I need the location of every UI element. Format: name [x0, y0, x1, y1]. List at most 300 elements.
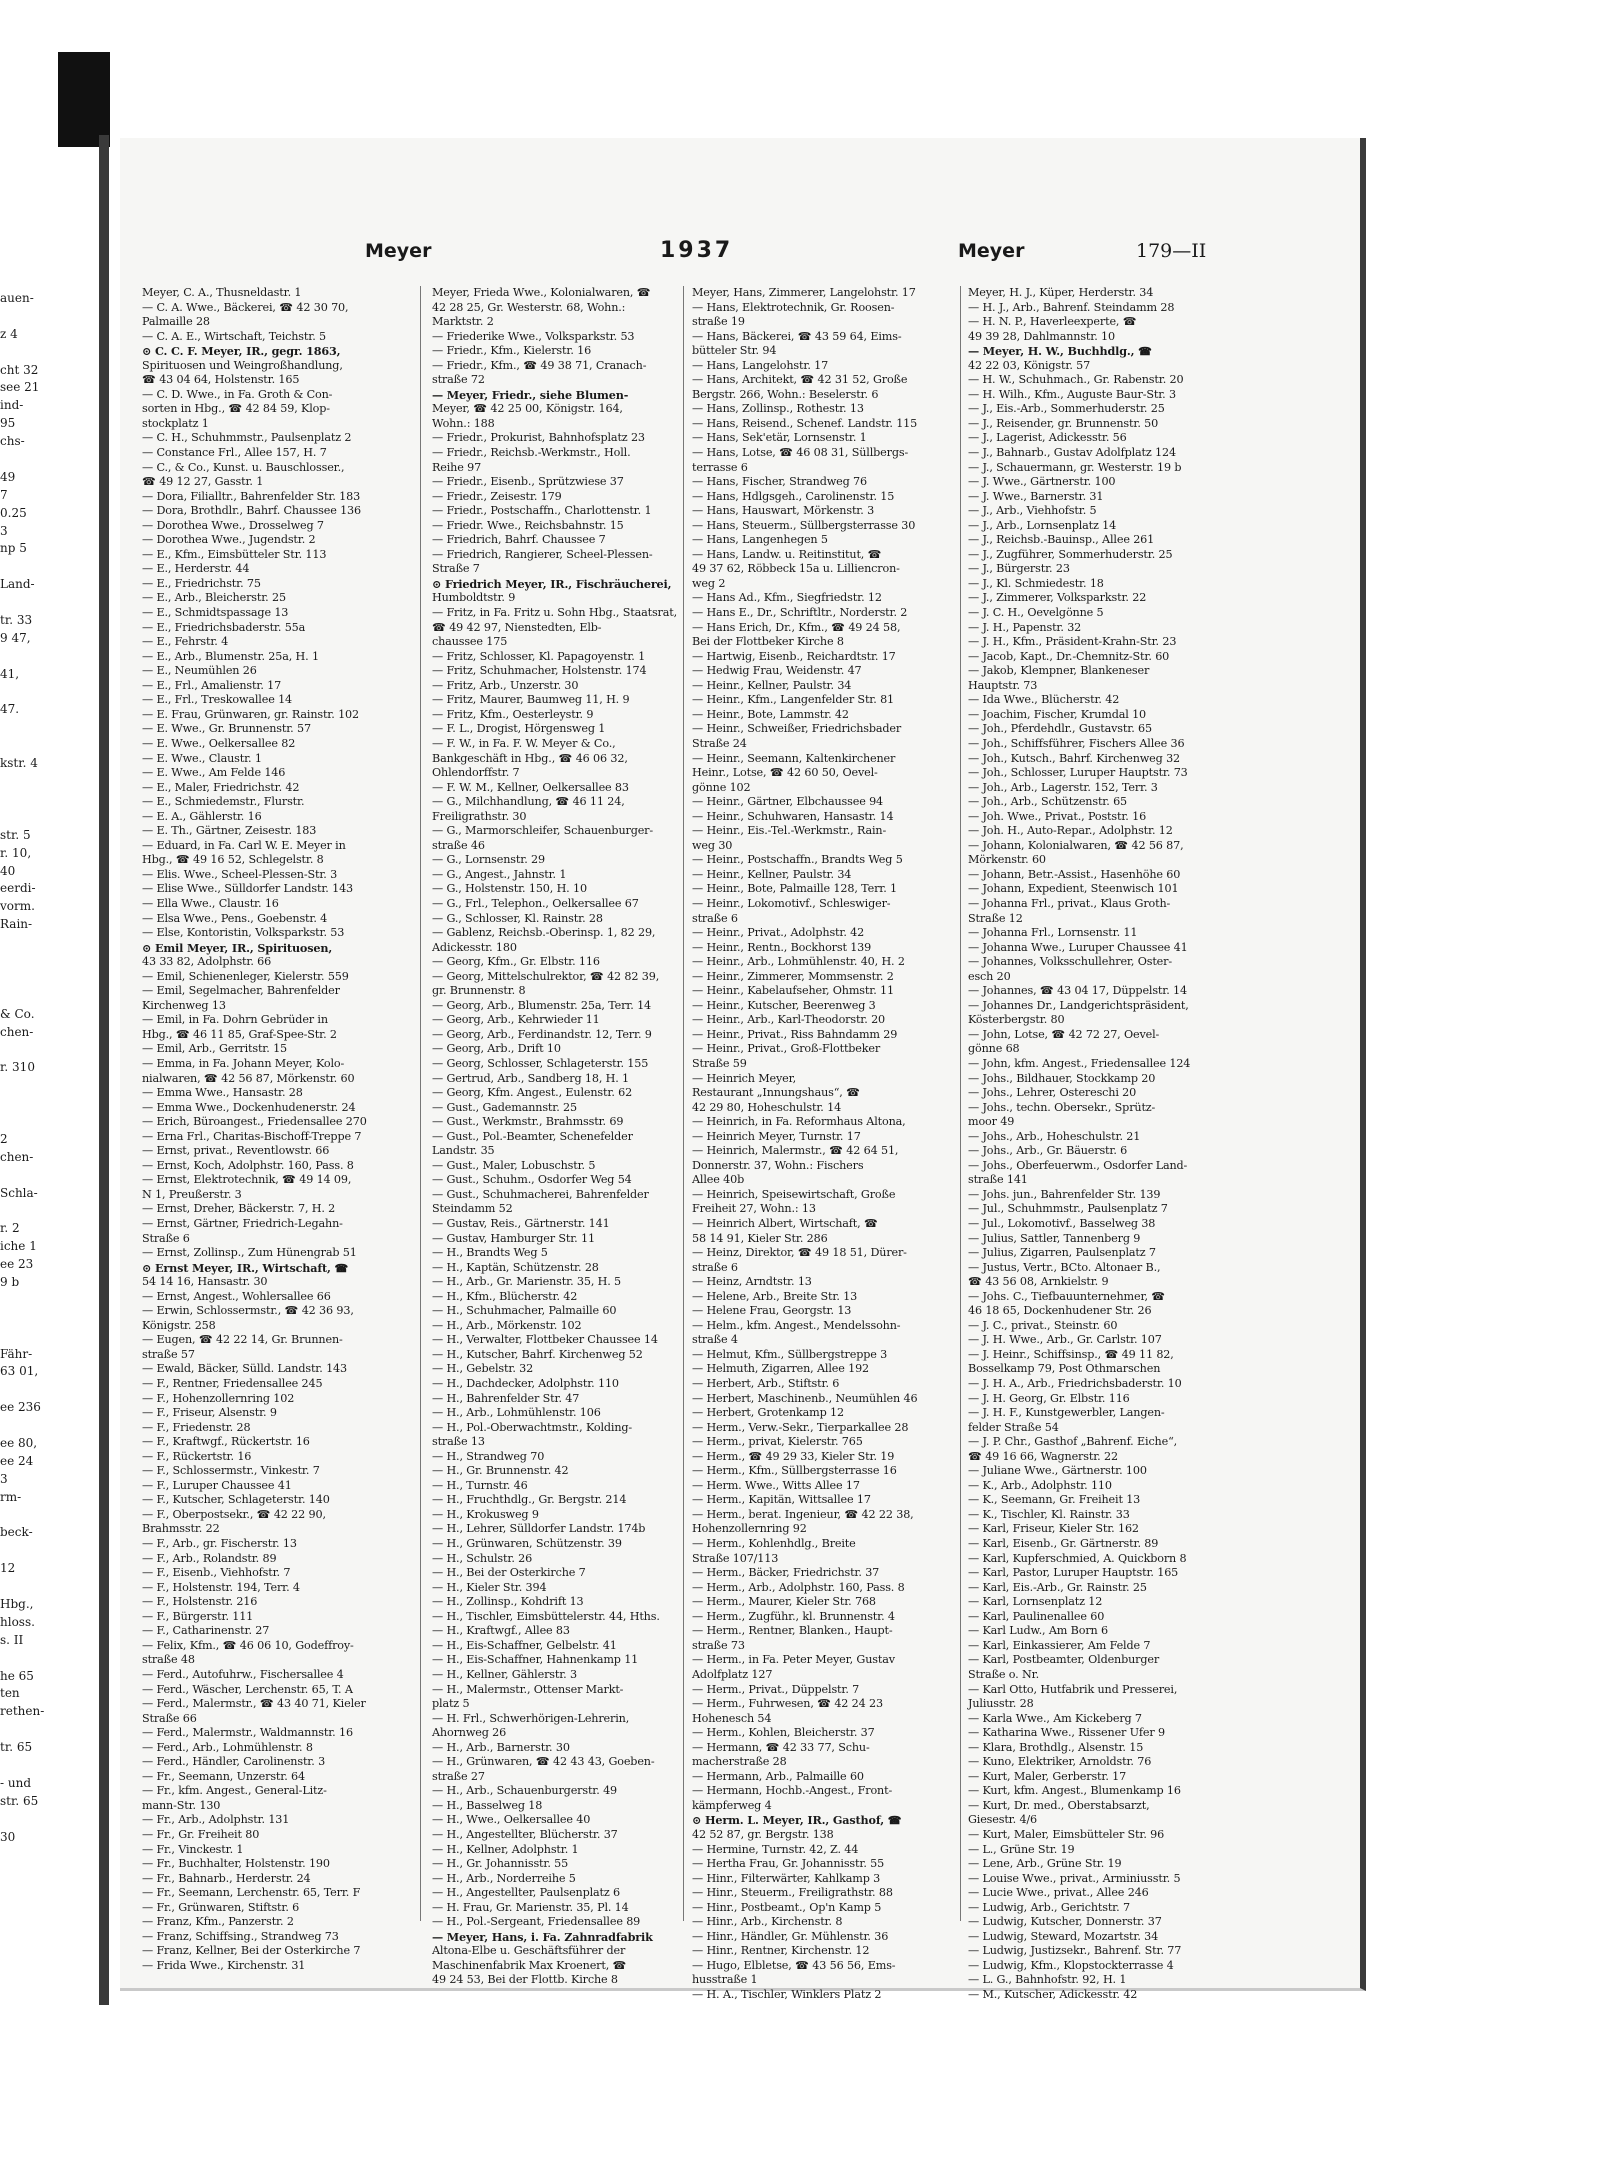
directory-entry-line: — E., Frl., Treskowallee 14 — [142, 693, 293, 707]
fragment-line: chen- — [0, 1149, 34, 1164]
directory-entry-line: — E. A., Gählerstr. 16 — [142, 809, 262, 823]
directory-entry-line: — J. H. A., Arb., Friedrichsbaderstr. 10 — [968, 1377, 1182, 1391]
directory-entry-line: — Friedrich, Bahrf. Chaussee 7 — [432, 533, 606, 547]
directory-entry-line: Mörkenstr. 60 — [968, 853, 1046, 867]
directory-entry-line: — Fr., Arb., Adolphstr. 131 — [142, 1813, 290, 1827]
directory-entry-line: — Emil, Segelmacher, Bahrenfelder — [142, 984, 340, 998]
directory-entry-line: platz 5 — [432, 1697, 470, 1711]
fragment-line: Hbg., — [0, 1597, 34, 1612]
directory-entry-line: — H., Grünwaren, ☎ 42 43 43, Goeben- — [432, 1755, 655, 1769]
directory-entry-line: straße 141 — [968, 1173, 1028, 1187]
directory-entry-line: — Hans, Reisend., Schenef. Landstr. 115 — [692, 416, 918, 430]
directory-entry-line: — Hinr., Arb., Kirchenstr. 8 — [692, 1915, 843, 1929]
book-gutter — [99, 135, 109, 2005]
page-header — [120, 240, 1360, 270]
directory-entry-line: Meyer, Frieda Wwe., Kolonialwaren, ☎ — [432, 286, 651, 299]
directory-entry-line: — Franz, Kfm., Panzerstr. 2 — [142, 1915, 294, 1929]
directory-entry-line: — H., Arb., Gr. Marienstr. 35, H. 5 — [432, 1275, 622, 1289]
directory-entry-line: — Herm., Kohlenhdlg., Breite — [692, 1537, 856, 1551]
directory-entry-line: — Hans, Lotse, ☎ 46 08 31, Süllbergs- — [692, 446, 909, 460]
directory-entry-line: — Justus, Vertr., BCto. Altonaer B., — [968, 1260, 1161, 1274]
directory-entry-line: — Ernst, Elektrotechnik, ☎ 49 14 09, — [142, 1173, 352, 1187]
directory-entry-line: — F., Holstenstr. 216 — [142, 1595, 258, 1609]
directory-entry-line: Hohenesch 54 — [692, 1711, 772, 1725]
directory-entry-line: — F., Schlossermstr., Vinkestr. 7 — [142, 1464, 320, 1478]
directory-entry-line: — Gust., Pol.-Beamter, Schenefelder — [432, 1129, 633, 1143]
fragment-line — [0, 1721, 96, 1739]
fragment-line: s. II — [0, 1632, 24, 1647]
directory-entry-line: — Julius, Zigarren, Paulsenplatz 7 — [968, 1246, 1156, 1260]
directory-entry-line: — J., Schauermann, gr. Westerstr. 19 b — [968, 460, 1182, 474]
directory-entry-line: — H., Brandts Weg 5 — [432, 1246, 548, 1260]
directory-entry-line: Kirchenweg 13 — [142, 998, 226, 1012]
directory-entry-line: — Heinr., Eis.-Tel.-Werkmstr., Rain- — [692, 824, 887, 838]
page-number: 179—II — [1136, 240, 1207, 262]
directory-entry-line: — Karl, Eisenb., Gr. Gärtnerstr. 89 — [968, 1537, 1159, 1551]
directory-entry-line: Straße 59 — [692, 1056, 747, 1070]
directory-entry-line: — Ida Wwe., Blücherstr. 42 — [968, 693, 1120, 707]
directory-entry-line: — Jul., Lokomotivf., Basselweg 38 — [968, 1217, 1156, 1230]
directory-entry-line: — Johanna Wwe., Luruper Chaussee 41 — [968, 940, 1188, 954]
directory-entry-line: — E., Arb., Blumenstr. 25a, H. 1 — [142, 649, 319, 663]
directory-entry-line: — J. C. H., Oevelgönne 5 — [968, 606, 1104, 620]
directory-entry-line: — Heinr., Postschaffn., Brandts Weg 5 — [692, 853, 903, 867]
directory-entry-line: — Lene, Arb., Grüne Str. 19 — [968, 1857, 1122, 1871]
directory-entry-line: — C., & Co., Kunst. u. Bauschlosser., — [142, 460, 345, 474]
directory-entry-line: kämpferweg 4 — [692, 1798, 772, 1812]
directory-entry-line: — E., Arb., Bleicherstr. 25 — [142, 591, 286, 605]
directory-entry-line: — Ernst, Gärtner, Friedrich-Legahn- — [142, 1217, 343, 1230]
directory-entry-line: — Johs., techn. Obersekr., Sprütz- — [968, 1100, 1156, 1114]
directory-entry-line: — E. Wwe., Claustr. 1 — [142, 751, 262, 765]
directory-entry-line: — Dorothea Wwe., Drosselweg 7 — [142, 518, 324, 532]
left-page-fragment — [0, 290, 96, 1950]
fragment-line: hloss. — [0, 1614, 35, 1629]
fragment-line: r. 310 — [0, 1060, 35, 1075]
directory-entry-line: — Ernst, Koch, Adolphstr. 160, Pass. 8 — [142, 1158, 354, 1172]
directory-entry-line: Straße 107/113 — [692, 1551, 779, 1565]
directory-entry-line: — Friedr., Prokurist, Bahnhofsplatz 23 — [432, 431, 645, 445]
directory-entry-line: — Hermine, Turnstr. 42, Z. 44 — [692, 1842, 859, 1856]
directory-entry-line: — Hartwig, Eisenb., Reichardtstr. 17 — [692, 649, 896, 663]
directory-entry-line: weg 30 — [692, 838, 733, 852]
directory-entry-line: — Herm., berat. Ingenieur, ☎ 42 22 38, — [692, 1507, 914, 1521]
directory-entry-line: — Kuno, Elektriker, Arnoldstr. 76 — [968, 1755, 1152, 1769]
directory-entry-line: — Herm., Kfm., Süllbergsterrasse 16 — [692, 1464, 897, 1478]
directory-entry-line: — Karl, Eis.-Arb., Gr. Rainstr. 25 — [968, 1580, 1147, 1594]
directory-entry-line: — H., Eis-Schaffner, Gelbelstr. 41 — [432, 1638, 617, 1652]
directory-entry-line: — Friedr. Wwe., Reichsbahnstr. 15 — [432, 518, 624, 532]
directory-entry-line: — Heinrich Albert, Wirtschaft, ☎ — [692, 1217, 878, 1230]
directory-entry-line: — Hans, Langelohstr. 17 — [692, 358, 829, 372]
directory-entry-line: — H., Arb., Schauenburgerstr. 49 — [432, 1784, 618, 1798]
header-left-name: Meyer — [365, 240, 432, 262]
directory-entry-line: — Karl Otto, Hutfabrik und Presserei, — [968, 1682, 1178, 1696]
directory-entry-line: Straße o. Nr. — [968, 1667, 1039, 1681]
directory-entry-line: — Jul., Schuhmmstr., Paulsenplatz 7 — [968, 1202, 1168, 1216]
directory-entry-line: gr. Brunnenstr. 8 — [432, 984, 526, 998]
directory-entry-line: 46 18 65, Dockenhudener Str. 26 — [968, 1304, 1152, 1318]
fragment-line — [0, 934, 96, 952]
directory-entry-line: — Heinr., Gärtner, Elbchaussee 94 — [692, 795, 884, 809]
directory-entry-line: — Hans, Hdlgsgeh., Carolinenstr. 15 — [692, 489, 895, 503]
directory-entry-line: — Joh., Arb., Lagerstr. 152, Terr. 3 — [968, 780, 1158, 794]
fragment-line — [0, 970, 96, 988]
directory-entry-line: — Louise Wwe., privat., Arminiusstr. 5 — [968, 1871, 1181, 1885]
directory-entry-line: ☎ 43 56 08, Arnkielstr. 9 — [968, 1275, 1109, 1289]
directory-entry-line: — H. Frl., Schwerhörigen-Lehrerin, — [432, 1711, 630, 1725]
directory-entry-line: — Jakob, Klempner, Blankeneser — [968, 664, 1150, 678]
directory-entry-line: ⊙ Emil Meyer, IR., Spirituosen, — [142, 940, 333, 955]
directory-entry-line: — Herm., Privat., Düppelstr. 7 — [692, 1682, 860, 1696]
directory-entry-line: — F., Arb., Rolandstr. 89 — [142, 1551, 277, 1565]
fragment-line — [0, 1041, 96, 1059]
directory-entry-line: Adolfplatz 127 — [692, 1667, 773, 1681]
directory-entry-line: Bei der Flottbeker Kirche 8 — [692, 635, 844, 649]
directory-entry-line: Meyer, Hans, Zimmerer, Langelohstr. 17 — [692, 286, 916, 299]
directory-entry-line: straße 48 — [142, 1653, 195, 1667]
fragment-line: 63 01, — [0, 1364, 39, 1379]
directory-entry-line: — H., Schulstr. 26 — [432, 1551, 533, 1565]
directory-entry-line: Steindamm 52 — [432, 1202, 513, 1216]
directory-entry-line: — H., Turnstr. 46 — [432, 1478, 528, 1492]
fragment-line: 95 — [0, 416, 16, 431]
directory-entry-line: — Heinr., Zimmerer, Mommsenstr. 2 — [692, 969, 894, 983]
directory-entry-line: straße 6 — [692, 911, 738, 925]
fragment-line: 0.25 — [0, 505, 27, 520]
directory-entry-line: — J. H. Wwe., Arb., Gr. Carlstr. 107 — [968, 1333, 1162, 1347]
directory-entry-line: — Ludwig, Arb., Gerichtstr. 7 — [968, 1900, 1130, 1914]
directory-entry-line: sorten in Hbg., ☎ 42 84 59, Klop- — [142, 402, 330, 416]
directory-entry-line: Meyer, ☎ 42 25 00, Königstr. 164, — [432, 402, 623, 416]
directory-entry-line: 49 39 28, Dahlmannstr. 10 — [968, 329, 1115, 343]
directory-entry-line: — H., Kieler Str. 394 — [432, 1580, 547, 1594]
directory-entry-line: terrasse 6 — [692, 460, 748, 474]
directory-entry-line: Bosselkamp 79, Post Othmarschen — [968, 1362, 1161, 1376]
directory-entry-line: — H., Kutscher, Bahrf. Kirchenweg 52 — [432, 1347, 643, 1361]
directory-entry-line: — Meyer, H. W., Buchhdlg., ☎ — [968, 344, 1152, 359]
directory-entry-line: — Johs. C., Tiefbauunternehmer, ☎ — [968, 1289, 1166, 1303]
directory-entry-line: — Heinr., Kutscher, Beerenweg 3 — [692, 998, 876, 1012]
directory-entry-line: — E., Fehrstr. 4 — [142, 635, 229, 649]
directory-entry-line: stockplatz 1 — [142, 416, 209, 430]
fragment-line: Land- — [0, 577, 35, 592]
directory-entry-line: — Hans Erich, Dr., Kfm., ☎ 49 24 58, — [692, 620, 901, 634]
directory-entry-line: — Heinr., Bote, Palmaille 128, Terr. 1 — [692, 882, 898, 896]
directory-entry-line: Donnerstr. 37, Wohn.: Fischers — [692, 1158, 864, 1172]
directory-entry-line: — F., Arb., gr. Fischerstr. 13 — [142, 1537, 297, 1551]
directory-entry-line: — Meyer, Hans, i. Fa. Zahnradfabrik — [432, 1929, 653, 1944]
fragment-line: np 5 — [0, 541, 27, 556]
directory-entry-line: — Karl Ludw., Am Born 6 — [968, 1624, 1108, 1638]
directory-entry-line: — H., Pol.-Sergeant, Friedensallee 89 — [432, 1915, 641, 1929]
directory-entry-line: — Gust., Gademannstr. 25 — [432, 1100, 577, 1114]
directory-entry-line: — H., Basselweg 18 — [432, 1798, 543, 1812]
fragment-line: he 65 — [0, 1668, 34, 1683]
directory-entry-line: — Hinr., Postbeamt., Op'n Kamp 5 — [692, 1900, 882, 1914]
fragment-line — [0, 773, 96, 791]
directory-entry-line: Bankgeschäft in Hbg., ☎ 46 06 32, — [432, 751, 628, 765]
directory-entry-line: — G., Schlosser, Kl. Rainstr. 28 — [432, 911, 603, 925]
directory-entry-line: Bergstr. 266, Wohn.: Beselerstr. 6 — [692, 387, 879, 401]
directory-entry-line: — E., Frl., Amalienstr. 17 — [142, 678, 282, 692]
directory-entry-line: — K., Arb., Adolphstr. 110 — [968, 1478, 1112, 1492]
directory-entry-line: Wohn.: 188 — [432, 416, 495, 430]
directory-entry-line: — H. J., Arb., Bahrenf. Steindamm 28 — [968, 300, 1175, 314]
directory-entry-line: — Emma, in Fa. Johann Meyer, Kolo- — [142, 1056, 345, 1070]
directory-entry-line: — H., Arb., Lohmühlenstr. 106 — [432, 1406, 601, 1420]
fragment-line: 12 — [0, 1561, 16, 1576]
directory-entry-line: — Herm., Verw.-Sekr., Tierparkallee 28 — [692, 1420, 909, 1434]
directory-entry-line: — G., Angest., Jahnstr. 1 — [432, 867, 567, 881]
fragment-line: ten — [0, 1686, 20, 1701]
directory-entry-line: 42 28 25, Gr. Westerstr. 68, Wohn.: — [432, 300, 626, 314]
directory-entry-line: — E. Frau, Grünwaren, gr. Rainstr. 102 — [142, 707, 359, 721]
directory-entry-line: Juliusstr. 28 — [968, 1697, 1034, 1711]
directory-entry-line: — Joh., Arb., Schützenstr. 65 — [968, 795, 1128, 809]
fragment-line: 9 b — [0, 1274, 20, 1289]
directory-entry-line: — Hans, Sek'etär, Lornsenstr. 1 — [692, 431, 867, 445]
directory-entry-line: — Johann, Betr.-Assist., Hasenhöhe 60 — [968, 867, 1181, 881]
fragment-line: chen- — [0, 1024, 34, 1039]
directory-entry-line: — Ernst, Dreher, Bäckerstr. 7, H. 2 — [142, 1202, 336, 1216]
fragment-line — [0, 1507, 96, 1525]
directory-entry-line: — Karla Wwe., Am Kickeberg 7 — [968, 1711, 1142, 1725]
directory-entry-line: 54 14 16, Hansastr. 30 — [142, 1275, 268, 1289]
directory-entry-line: Straße 6 — [142, 1231, 190, 1245]
fragment-line — [0, 1077, 96, 1095]
directory-entry-line: — J. C., privat., Steinstr. 60 — [968, 1318, 1118, 1332]
directory-entry-line: — E. Wwe., Gr. Brunnenstr. 57 — [142, 722, 311, 736]
directory-entry-line: — H., Pol.-Oberwachtmstr., Kolding- — [432, 1420, 633, 1434]
directory-entry-line: — Hans E., Dr., Schriftltr., Norderstr. 2 — [692, 606, 908, 620]
directory-entry-line: — H., Tischler, Eimsbüttelerstr. 44, Hths. — [432, 1609, 660, 1623]
directory-entry-line: — K., Seemann, Gr. Freiheit 13 — [968, 1493, 1141, 1507]
directory-entry-line: — Eduard, in Fa. Carl W. E. Meyer in — [142, 838, 346, 852]
directory-entry-line: — F., Oberpostsekr., ☎ 42 22 90, — [142, 1507, 326, 1521]
directory-entry-line: — K., Tischler, Kl. Rainstr. 33 — [968, 1507, 1130, 1521]
directory-entry-line: — F., Catharinenstr. 27 — [142, 1624, 270, 1638]
directory-entry-line: — E. Wwe., Oelkersallee 82 — [142, 736, 296, 750]
directory-entry-line: N 1, Preußerstr. 3 — [142, 1187, 242, 1201]
directory-entry-line: — H., Strandweg 70 — [432, 1449, 545, 1463]
directory-entry-line: — J., Kl. Schmiedestr. 18 — [968, 576, 1104, 590]
directory-entry-line: — Ludwig, Kfm., Klopstockterrasse 4 — [968, 1958, 1174, 1972]
directory-entry-line: — Helm., kfm. Angest., Mendelssohn- — [692, 1318, 901, 1332]
directory-entry-line: — Joh., Pferdehdlr., Gustavstr. 65 — [968, 722, 1152, 736]
directory-entry-line: — J., Eis.-Arb., Sommerhuderstr. 25 — [968, 402, 1165, 416]
directory-entry-line: — H., Kaptän, Schützenstr. 28 — [432, 1260, 599, 1274]
directory-entry-line: — John, kfm. Angest., Friedensallee 124 — [968, 1056, 1191, 1070]
directory-entry-line: Reihe 97 — [432, 460, 482, 474]
directory-entry-line: — J. Heinr., Schiffsinsp., ☎ 49 11 82, — [968, 1347, 1174, 1361]
fragment-line — [0, 1811, 96, 1829]
column-4 — [968, 286, 1252, 2001]
directory-entry-line: — Johannes, Volksschullehrer, Oster- — [968, 955, 1172, 969]
directory-entry-line: — Hinr., Filterwärter, Kahlkamp 3 — [692, 1871, 881, 1885]
directory-entry-line: — Georg, Schlosser, Schlageterstr. 155 — [432, 1056, 649, 1070]
directory-entry-line: Palmaille 28 — [142, 315, 210, 329]
directory-entry-line: — H., Dachdecker, Adolphstr. 110 — [432, 1377, 619, 1391]
directory-entry-line: — Fritz, Schuhmacher, Holstenstr. 174 — [432, 664, 647, 678]
directory-entry-line: nialwaren, ☎ 42 56 87, Mörkenstr. 60 — [142, 1071, 355, 1085]
directory-entry-line: gönne 68 — [968, 1042, 1020, 1056]
directory-entry-line: — Hans, Langenhegen 5 — [692, 533, 828, 547]
directory-entry-line: — H., Angestellter, Paulsenplatz 6 — [432, 1886, 621, 1900]
directory-entry-line: — Heinr., Kfm., Langenfelder Str. 81 — [692, 693, 895, 707]
directory-entry-line: — John, Lotse, ☎ 42 72 27, Oevel- — [968, 1027, 1160, 1041]
directory-entry-line: — H., Kraftwgf., Allee 83 — [432, 1624, 570, 1638]
directory-entry-line: ☎ 49 42 97, Nienstedten, Elb- — [432, 620, 602, 634]
fragment-line: 9 47, — [0, 630, 31, 645]
directory-entry-line: — Heinrich, Speisewirtschaft, Große — [692, 1187, 896, 1201]
fragment-line — [0, 1757, 96, 1775]
directory-entry-line: — Elsa Wwe., Pens., Goebenstr. 4 — [142, 911, 328, 925]
directory-entry-line: straße 73 — [692, 1638, 745, 1652]
directory-entry-line: — J., Zimmerer, Volksparkstr. 22 — [968, 591, 1147, 605]
directory-entry-line: — Herbert, Arb., Stiftstr. 6 — [692, 1377, 840, 1391]
directory-entry-line: — Friedr., Kfm., ☎ 49 38 71, Cranach- — [432, 358, 647, 372]
directory-entry-line: weg 2 — [692, 576, 726, 590]
fragment-line: ee 80, — [0, 1436, 38, 1450]
fragment-line — [0, 594, 96, 612]
fragment-line — [0, 1578, 96, 1596]
directory-entry-line: — H., Bahrenfelder Str. 47 — [432, 1391, 580, 1405]
directory-entry-line: — H. Frau, Gr. Marienstr. 35, Pl. 14 — [432, 1900, 629, 1914]
directory-entry-line: — Fr., Seemann, Lerchenstr. 65, Terr. F — [142, 1886, 361, 1900]
directory-entry-line: — Karl, Paulinenallee 60 — [968, 1609, 1105, 1623]
directory-entry-line: — G., Marmorschleifer, Schauenburger- — [432, 824, 654, 838]
directory-entry-line: — Hans, Architekt, ☎ 42 31 52, Große — [692, 373, 908, 387]
directory-entry-line: — Hugo, Elbletse, ☎ 43 56 56, Ems- — [692, 1958, 896, 1972]
directory-entry-line: — Erna Frl., Charitas-Bischoff-Treppe 7 — [142, 1129, 362, 1143]
directory-entry-line: Maschinenfabrik Max Kroenert, ☎ — [432, 1958, 627, 1972]
directory-entry-line: — G., Frl., Telephon., Oelkersallee 67 — [432, 896, 639, 910]
directory-entry-line: — Joachim, Fischer, Krumdal 10 — [968, 707, 1147, 721]
fragment-line — [0, 308, 96, 326]
directory-entry-line: — Johanna Frl., privat., Klaus Groth- — [968, 896, 1171, 910]
directory-entry-line: — J. H. Georg, Gr. Elbstr. 116 — [968, 1391, 1130, 1405]
directory-entry-line: — Dora, Brothdlr., Bahrf. Chaussee 136 — [142, 504, 361, 518]
directory-entry-line: — F. W. M., Kellner, Oelkersallee 83 — [432, 780, 629, 794]
fragment-line: 41, — [0, 666, 20, 681]
directory-entry-line: — Heinrich Meyer, — [692, 1071, 796, 1085]
directory-entry-line: — H. Wilh., Kfm., Auguste Baur-Str. 3 — [968, 387, 1176, 401]
directory-entry-line: Straße 7 — [432, 562, 480, 576]
directory-entry-line: — F., Luruper Chaussee 41 — [142, 1478, 292, 1492]
directory-entry-line: straße 27 — [432, 1769, 485, 1783]
directory-entry-line: — Klara, Brothdlg., Alsenstr. 15 — [968, 1740, 1144, 1754]
directory-entry-line: — Emil, in Fa. Dohrn Gebrüder in — [142, 1013, 328, 1027]
fragment-line: 49 — [0, 469, 16, 484]
directory-entry-line: — Emil, Arb., Gerritstr. 15 — [142, 1042, 288, 1056]
directory-entry-line: — Hedwig Frau, Weidenstr. 47 — [692, 664, 862, 678]
directory-entry-line: — Georg, Arb., Kehrwieder 11 — [432, 1013, 600, 1027]
directory-entry-line: — Joh. H., Auto-Repar., Adolphstr. 12 — [968, 824, 1173, 838]
directory-entry-line: — H., Wwe., Oelkersallee 40 — [432, 1813, 591, 1827]
fragment-line: r. 2 — [0, 1221, 20, 1236]
directory-entry-line: — Georg, Arb., Drift 10 — [432, 1042, 561, 1056]
directory-entry-line: — J., Arb., Lornsenplatz 14 — [968, 518, 1117, 532]
directory-entry-line: — H., Schuhmacher, Palmaille 60 — [432, 1304, 617, 1318]
directory-entry-line: — Elis. Wwe., Scheel-Plessen-Str. 3 — [142, 867, 338, 881]
directory-entry-line: Giesestr. 4/6 — [968, 1813, 1038, 1827]
directory-entry-line: ⊙ Friedrich Meyer, IR., Fischräucherei, — [432, 576, 672, 591]
directory-entry-line: — C. A. E., Wirtschaft, Teichstr. 5 — [142, 329, 326, 343]
directory-entry-line: straße 19 — [692, 315, 745, 329]
directory-entry-line: — Joh. Wwe., Privat., Poststr. 16 — [968, 809, 1147, 823]
directory-entry-line: — Fr., Buchhalter, Holstenstr. 190 — [142, 1857, 330, 1871]
directory-entry-line: — Else, Kontoristin, Volksparkstr. 53 — [142, 926, 345, 940]
page-edge-shadow — [58, 52, 110, 147]
directory-entry-line: — Ferd., Wäscher, Lerchenstr. 65, T. A — [142, 1682, 353, 1696]
fragment-line: ee 23 — [0, 1257, 34, 1272]
directory-entry-line: — Herm., in Fa. Peter Meyer, Gustav — [692, 1653, 895, 1667]
directory-entry-line: — Hans, Landw. u. Reitinstitut, ☎ — [692, 547, 882, 561]
directory-entry-line: — Herm., Zugführ., kl. Brunnenstr. 4 — [692, 1609, 895, 1623]
directory-entry-line: — F., Friedenstr. 28 — [142, 1420, 251, 1434]
directory-entry-line: esch 20 — [968, 969, 1011, 983]
directory-entry-line: — Kurt, kfm. Angest., Blumenkamp 16 — [968, 1784, 1181, 1798]
directory-entry-line: — Ella Wwe., Claustr. 16 — [142, 896, 279, 910]
column-1 — [142, 286, 426, 1972]
directory-entry-line: — Ferd., Arb., Lohmühlenstr. 8 — [142, 1740, 313, 1754]
directory-entry-line: Hbg., ☎ 46 11 85, Graf-Spee-Str. 2 — [142, 1027, 337, 1041]
fragment-line: 3 — [0, 523, 8, 538]
directory-entry-line: — F. L., Drogist, Hörgensweg 1 — [432, 722, 606, 736]
directory-entry-line: 42 52 87, gr. Bergstr. 138 — [692, 1827, 834, 1841]
directory-entry-line: Landstr. 35 — [432, 1144, 495, 1158]
directory-entry-line: — Fr., kfm. Angest., General-Litz- — [142, 1784, 327, 1798]
directory-entry-line: — Helmut, Kfm., Süllbergstreppe 3 — [692, 1347, 888, 1361]
fragment-line — [0, 952, 96, 970]
directory-entry-line: — Georg, Mittelschulrektor, ☎ 42 82 39, — [432, 969, 660, 983]
directory-entry-line: — Fr., Bahnarb., Herderstr. 24 — [142, 1871, 311, 1885]
directory-entry-line: Freiheit 27, Wohn.: 13 — [692, 1202, 816, 1216]
directory-entry-line: — F. W., in Fa. F. W. Meyer & Co., — [432, 736, 616, 750]
directory-entry-line: — Juliane Wwe., Gärtnerstr. 100 — [968, 1464, 1147, 1478]
directory-entry-line: — Hans, Elektrotechnik, Gr. Roosen- — [692, 300, 895, 314]
directory-entry-line: — Johanna Frl., Lornsenstr. 11 — [968, 926, 1138, 940]
fragment-line — [0, 684, 96, 702]
directory-entry-line: — Katharina Wwe., Rissener Ufer 9 — [968, 1726, 1165, 1740]
directory-entry-line: Hauptstr. 73 — [968, 678, 1038, 692]
directory-entry-line: — Herm., Maurer, Kieler Str. 768 — [692, 1595, 876, 1609]
directory-entry-line: — J. Wwe., Barnerstr. 31 — [968, 489, 1104, 503]
fragment-line: str. 5 — [0, 827, 31, 842]
directory-entry-line: — Friedr., Eisenb., Sprützwiese 37 — [432, 475, 624, 489]
fragment-line: cht 32 — [0, 362, 39, 377]
directory-entry-line: — Hertha Frau, Gr. Johannisstr. 55 — [692, 1857, 885, 1871]
fragment-line: chs- — [0, 434, 25, 449]
directory-entry-line: 49 37 62, Röbbeck 15a u. Lilliencron- — [692, 562, 900, 576]
directory-entry-line: — Karl, Postbeamter, Oldenburger — [968, 1653, 1160, 1667]
fragment-line — [0, 1328, 96, 1346]
directory-entry-line: — Ludwig, Kutscher, Donnerstr. 37 — [968, 1915, 1162, 1929]
directory-entry-line: — Heinr., Kellner, Paulstr. 34 — [692, 867, 852, 881]
directory-entry-line: — Ernst, Zollinsp., Zum Hünengrab 51 — [142, 1246, 357, 1260]
fragment-line: ee 236 — [0, 1400, 41, 1415]
fragment-line — [0, 737, 96, 755]
directory-entry-line: — Ludwig, Steward, Mozartstr. 34 — [968, 1929, 1159, 1943]
directory-entry-line: — Frida Wwe., Kirchenstr. 31 — [142, 1958, 306, 1972]
directory-entry-line: — Karl, Kupferschmied, A. Quickborn 8 — [968, 1551, 1187, 1565]
directory-entry-line: — E., Schmiedemstr., Flurstr. — [142, 795, 305, 809]
directory-entry-line: — F., Rentner, Friedensallee 245 — [142, 1377, 323, 1391]
directory-entry-line: — H. W., Schuhmach., Gr. Rabenstr. 20 — [968, 373, 1184, 387]
directory-entry-line: — Heinr., Schuhwaren, Hansastr. 14 — [692, 809, 894, 823]
directory-entry-line: — Herm., Rentner, Blanken., Haupt- — [692, 1624, 893, 1638]
